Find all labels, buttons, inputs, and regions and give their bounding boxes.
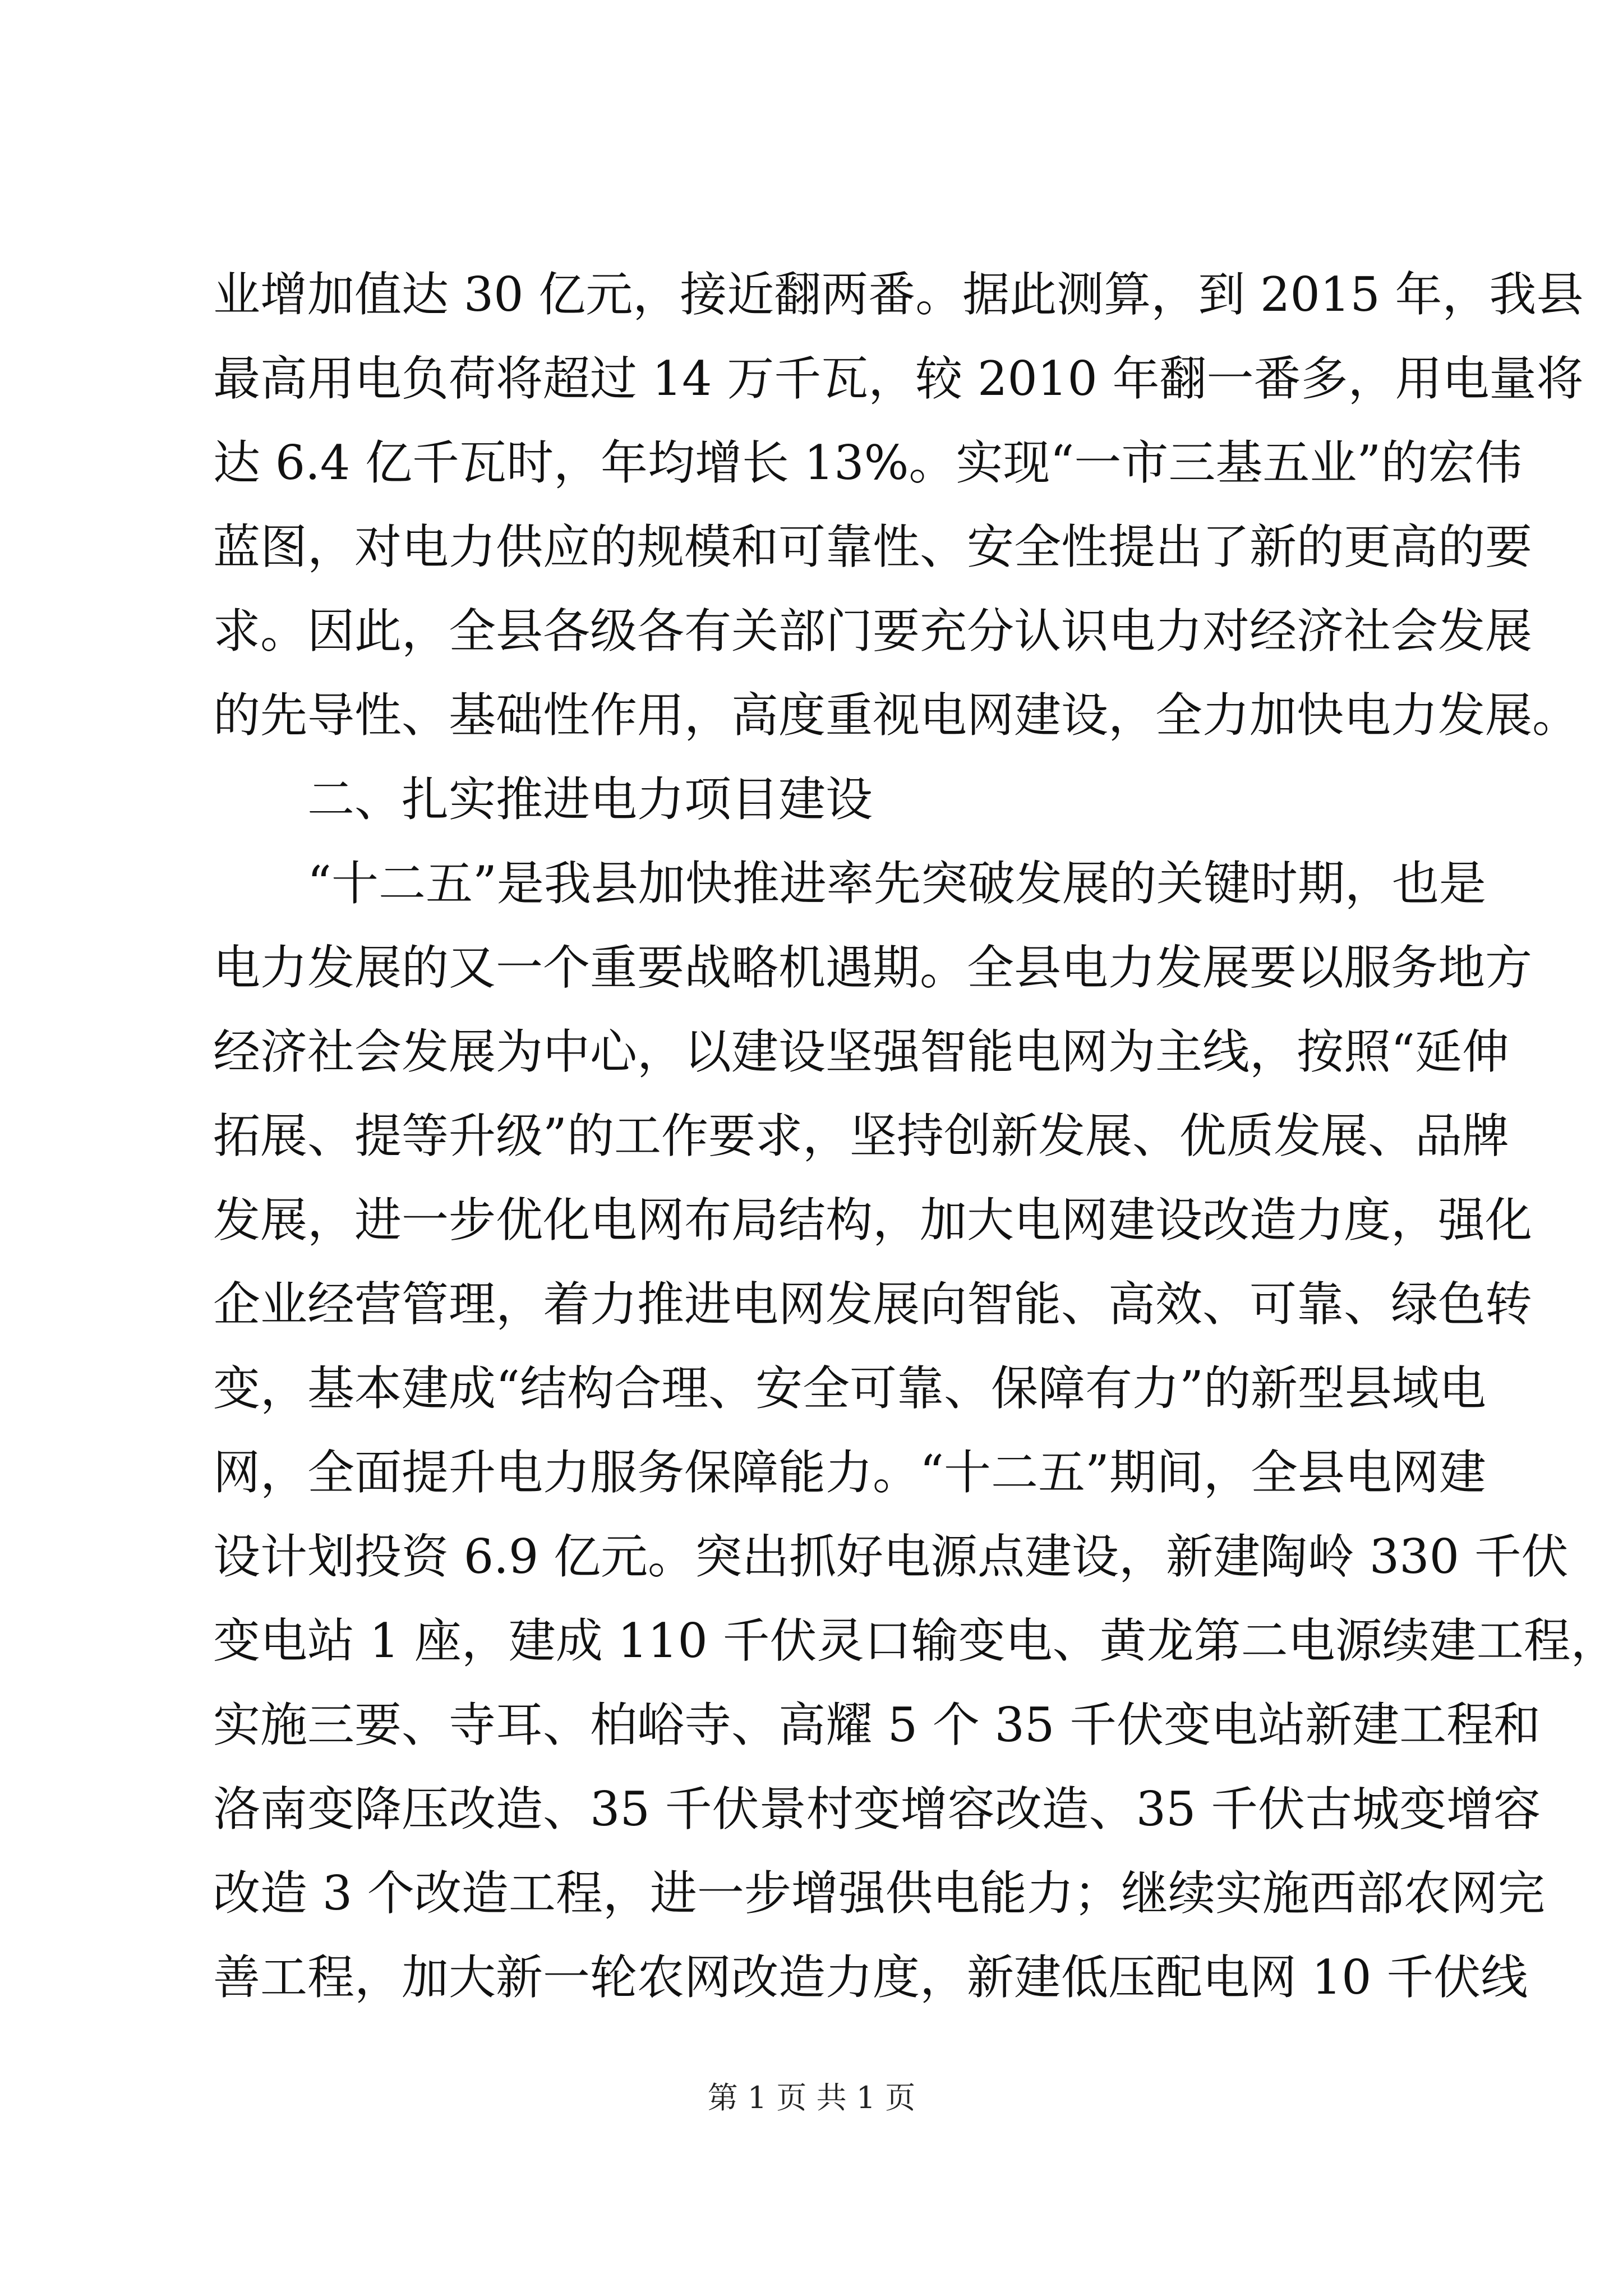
text-line: 的先导性、基础性作用，高度重视电网建设，全力加快电力发展。 bbox=[213, 688, 1580, 743]
text-line: 拓展、提等升级”的工作要求，坚持创新发展、优质发展、品牌 bbox=[213, 1108, 1509, 1163]
text-line: 经济社会发展为中心，以建设坚强智能电网为主线，按照“延伸 bbox=[213, 1024, 1509, 1079]
text-line: 改造 3 个改造工程，进一步增强供电能力；继续实施西部农网完 bbox=[213, 1866, 1545, 1921]
page-number-footer: 第 1 页 共 1 页 bbox=[707, 2080, 916, 2115]
text-line: 变，基本建成“结构合理、安全可靠、保障有力”的新型县域电 bbox=[213, 1361, 1486, 1416]
text-line: “十二五”是我县加快推进率先突破发展的关键时期，也是 bbox=[307, 856, 1486, 911]
text-line: 实施三要、寺耳、柏峪寺、高耀 5 个 35 千伏变电站新建工程和 bbox=[213, 1697, 1541, 1752]
text-line: 设计划投资 6.9 亿元。突出抓好电源点建设，新建陶岭 330 千伏 bbox=[213, 1529, 1569, 1584]
text-line: 电力发展的又一个重要战略机遇期。全县电力发展要以服务地方 bbox=[213, 940, 1533, 995]
text-line: 业增加值达 30 亿元，接近翻两番。据此测算，到 2015 年，我县 bbox=[213, 267, 1584, 322]
section-heading: 二、扎实推进电力项目建设 bbox=[307, 772, 873, 827]
text-line: 发展，进一步优化电网布局结构，加大电网建设改造力度，强化 bbox=[213, 1193, 1533, 1248]
text-line: 变电站 1 座，建成 110 千伏灵口输变电、黄龙第二电源续建工程， bbox=[213, 1613, 1618, 1668]
text-line: 达 6.4 亿千瓦时，年均增长 13%。实现“一市三基五业”的宏伟 bbox=[213, 435, 1523, 490]
document-body bbox=[213, 252, 1618, 2019]
text-line: 善工程，加大新一轮农网改造力度，新建低压配电网 10 千伏线 bbox=[213, 1950, 1528, 2005]
text-line: 企业经营管理，着力推进电网发展向智能、高效、可靠、绿色转 bbox=[213, 1277, 1533, 1332]
text-line: 蓝图，对电力供应的规模和可靠性、安全性提出了新的更高的要 bbox=[213, 519, 1533, 574]
text-line: 求。因此，全县各级各有关部门要充分认识电力对经济社会发展 bbox=[213, 604, 1533, 659]
text-line: 网，全面提升电力服务保障能力。“十二五”期间，全县电网建 bbox=[213, 1445, 1486, 1500]
text-line: 最高用电负荷将超过 14 万千瓦，较 2010 年翻一番多，用电量将 bbox=[213, 351, 1584, 406]
text-line: 洛南变降压改造、35 千伏景村变增容改造、35 千伏古城变增容 bbox=[213, 1782, 1541, 1837]
